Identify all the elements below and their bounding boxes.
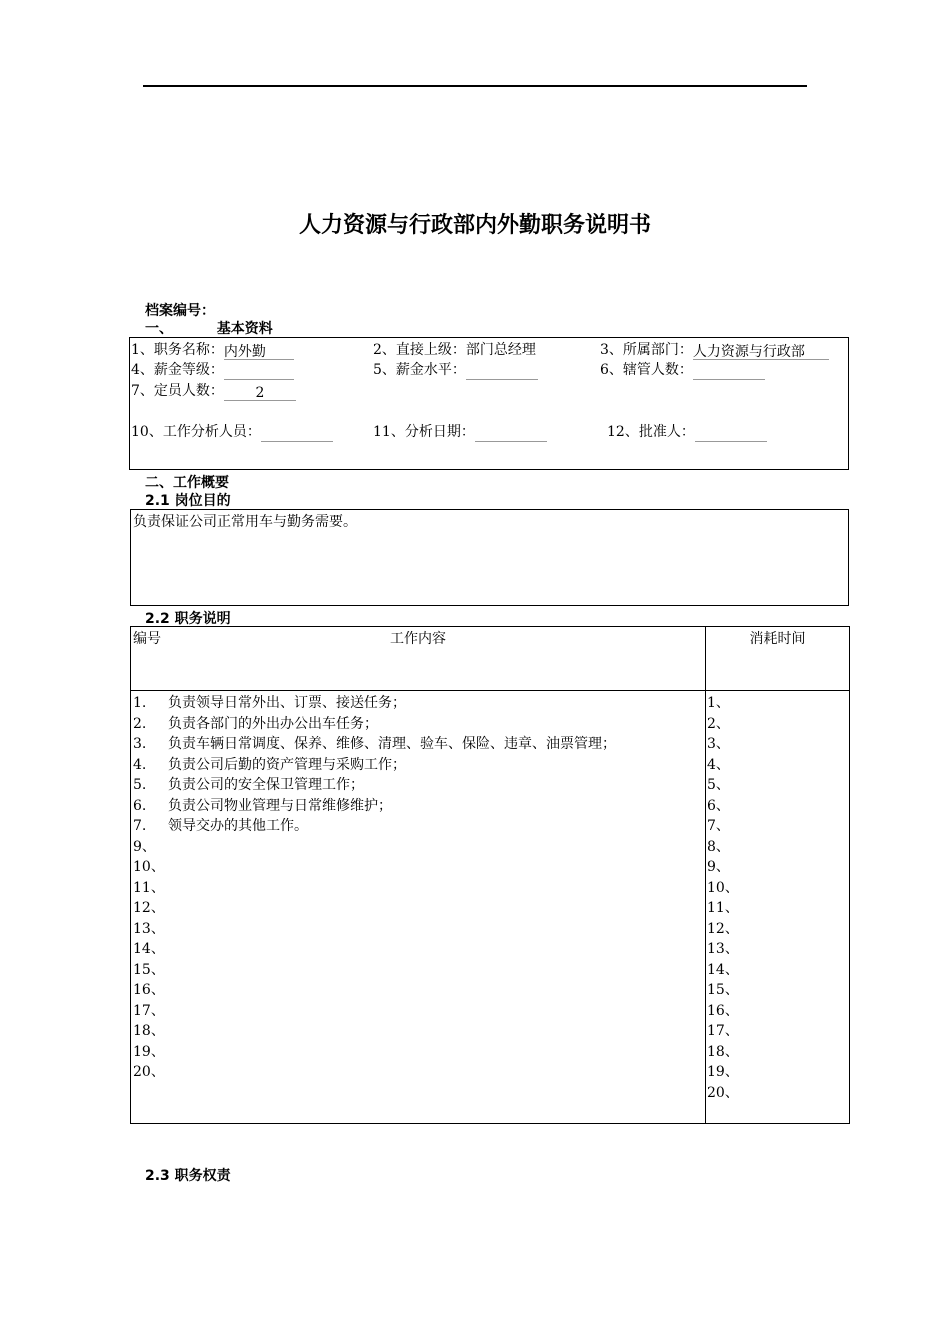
purpose-text: 负责保证公司正常用车与勤务需要。 bbox=[133, 514, 357, 530]
subordinates-label: 6、辖管人数： bbox=[600, 362, 693, 378]
document-title: 人力资源与行政部内外勤职务说明书 bbox=[298, 213, 651, 238]
section-2-heading: 二、工作概要 bbox=[145, 475, 229, 491]
duty-row bbox=[133, 857, 616, 878]
section-1-number: 一、 bbox=[145, 321, 173, 337]
salary-level-field bbox=[373, 360, 538, 380]
time-row: 4、 bbox=[707, 756, 730, 773]
analysis-date-field bbox=[373, 422, 547, 442]
duties-heading: 2.2 职务说明 bbox=[145, 611, 231, 627]
header-divider bbox=[131, 690, 849, 691]
duty-number: 17、 bbox=[133, 1002, 165, 1019]
duty-text: 负责公司后勤的资产管理与采购工作； bbox=[168, 756, 406, 773]
duty-row bbox=[133, 898, 616, 919]
duty-number: 4. bbox=[133, 756, 147, 773]
section-1-label: 基本资料 bbox=[216, 321, 273, 337]
headcount-field bbox=[131, 381, 296, 401]
archive-number-label: 档案编号： bbox=[145, 303, 215, 319]
time-row: 12、 bbox=[707, 920, 739, 937]
analyst-label: 10、工作分析人员： bbox=[131, 424, 261, 440]
duty-number: 16、 bbox=[133, 982, 165, 998]
job-name-value: 内外勤 bbox=[224, 342, 294, 360]
approver-label: 12、批准人： bbox=[607, 424, 695, 440]
duty-row bbox=[133, 919, 616, 940]
time-row: 8、 bbox=[707, 838, 730, 855]
duty-list bbox=[133, 693, 616, 1083]
time-row: 9、 bbox=[707, 859, 730, 875]
duty-number: 13、 bbox=[133, 920, 165, 937]
department-field bbox=[600, 340, 829, 360]
salary-level-blank bbox=[466, 362, 538, 380]
analyst-blank bbox=[261, 424, 333, 442]
time-row: 14、 bbox=[707, 961, 739, 978]
header-rule bbox=[143, 85, 807, 87]
duty-row bbox=[133, 816, 616, 837]
duty-text: 负责各部门的外出办公出车任务； bbox=[168, 715, 378, 732]
salary-level-label: 5、薪金水平： bbox=[373, 362, 466, 378]
headcount-label: 7、定员人数： bbox=[131, 383, 224, 399]
duty-text: 负责公司物业管理与日常维修维护； bbox=[168, 797, 392, 814]
time-list bbox=[707, 693, 739, 1103]
duty-number: 10、 bbox=[133, 859, 165, 875]
analyst-field bbox=[131, 422, 333, 442]
time-row: 1、 bbox=[707, 695, 730, 711]
column-divider bbox=[705, 627, 706, 1123]
duty-number: 11、 bbox=[133, 879, 165, 896]
time-row: 3、 bbox=[707, 736, 730, 752]
time-row: 20、 bbox=[707, 1084, 739, 1101]
time-row: 15、 bbox=[707, 982, 739, 998]
superior-value: 部门总经理 bbox=[465, 342, 536, 358]
duty-number: 18、 bbox=[133, 1023, 165, 1039]
duty-row bbox=[133, 960, 616, 981]
subordinates-blank bbox=[693, 362, 765, 380]
time-row: 18、 bbox=[707, 1043, 739, 1060]
purpose-heading: 2.1 岗位目的 bbox=[145, 493, 231, 509]
duty-number: 9、 bbox=[133, 838, 156, 855]
salary-grade-field bbox=[131, 360, 294, 380]
department-value: 人力资源与行政部 bbox=[693, 342, 829, 360]
time-row: 5、 bbox=[707, 777, 730, 793]
duty-text: 负责领导日常外出、订票、接送任务； bbox=[168, 695, 406, 711]
analysis-date-blank bbox=[475, 424, 547, 442]
time-row: 16、 bbox=[707, 1002, 739, 1019]
duty-row bbox=[133, 939, 616, 960]
duty-number: 19、 bbox=[133, 1043, 165, 1060]
time-row: 17、 bbox=[707, 1023, 739, 1039]
duty-row bbox=[133, 980, 616, 1001]
subordinates-field bbox=[600, 360, 765, 380]
duty-number: 6. bbox=[133, 797, 147, 814]
duty-number: 15、 bbox=[133, 961, 165, 978]
duty-text: 负责车辆日常调度、保养、维修、清理、验车、保险、违章、油票管理； bbox=[168, 736, 616, 752]
duty-number: 3. bbox=[133, 736, 147, 752]
time-row: 10、 bbox=[707, 879, 739, 896]
duty-number: 20、 bbox=[133, 1064, 165, 1080]
salary-grade-label: 4、薪金等级： bbox=[131, 362, 224, 378]
purpose-box bbox=[130, 509, 849, 606]
col-header-content: 工作内容 bbox=[390, 631, 446, 647]
time-row: 11、 bbox=[707, 900, 739, 916]
col-header-number: 编号 bbox=[133, 631, 161, 647]
duty-number: 1. bbox=[133, 695, 147, 711]
approver-field bbox=[607, 422, 767, 442]
approver-blank bbox=[695, 424, 767, 442]
duty-row bbox=[133, 734, 616, 755]
job-name-label: 1、职务名称： bbox=[131, 342, 224, 358]
duties-table bbox=[130, 626, 850, 1124]
duty-number: 14、 bbox=[133, 941, 165, 957]
department-label: 3、所属部门： bbox=[600, 342, 693, 358]
superior-label: 2、直接上级： bbox=[373, 342, 466, 358]
analysis-date-label: 11、分析日期： bbox=[373, 424, 475, 440]
col-header-time: 消耗时间 bbox=[749, 631, 806, 647]
basic-info-table bbox=[129, 337, 849, 470]
duty-row bbox=[133, 1001, 616, 1022]
duty-row bbox=[133, 755, 616, 776]
time-row: 2、 bbox=[707, 715, 730, 732]
duty-number: 5. bbox=[133, 777, 147, 793]
duty-row bbox=[133, 878, 616, 899]
duty-text: 负责公司的安全保卫管理工作； bbox=[168, 777, 364, 793]
duty-row bbox=[133, 714, 616, 735]
duty-number: 2. bbox=[133, 715, 147, 732]
duty-row bbox=[133, 1062, 616, 1083]
time-row: 19、 bbox=[707, 1064, 739, 1080]
duty-row bbox=[133, 693, 616, 714]
duty-number: 7. bbox=[133, 818, 147, 834]
time-row: 6、 bbox=[707, 797, 730, 814]
duty-row bbox=[133, 775, 616, 796]
rights-heading: 2.3 职务权责 bbox=[145, 1168, 231, 1184]
duty-row bbox=[133, 796, 616, 817]
duty-row bbox=[133, 1021, 616, 1042]
duty-text: 领导交办的其他工作。 bbox=[168, 818, 308, 834]
section-1-heading bbox=[145, 318, 273, 338]
headcount-value: 2 bbox=[224, 383, 296, 401]
duty-row bbox=[133, 837, 616, 858]
job-name-field bbox=[131, 340, 294, 360]
time-row: 7、 bbox=[707, 818, 730, 834]
salary-grade-blank bbox=[224, 362, 294, 380]
duty-row bbox=[133, 1042, 616, 1063]
time-row: 13、 bbox=[707, 941, 739, 957]
superior-field bbox=[373, 340, 536, 360]
duty-number: 12、 bbox=[133, 900, 165, 916]
